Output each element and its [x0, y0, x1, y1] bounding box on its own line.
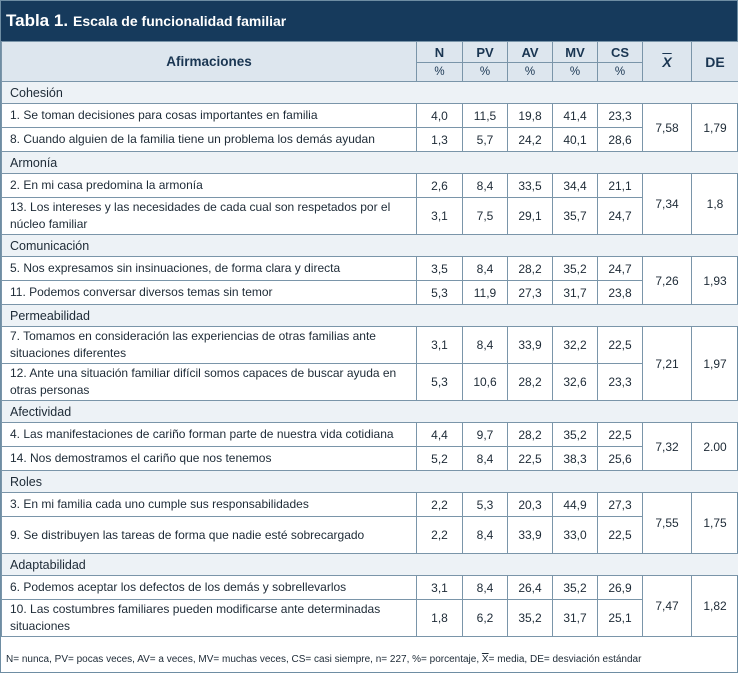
percent-cell: 25,1	[598, 600, 643, 637]
table-title-bar	[1, 1, 737, 41]
percent-cell: 21,1	[598, 174, 643, 198]
mean-cell: 7,21	[643, 327, 692, 401]
table-row	[2, 327, 738, 364]
statement-text: 2. En mi casa predomina la armonía	[2, 174, 417, 198]
percent-cell: 28,6	[598, 128, 643, 152]
percent-cell: 8,4	[463, 257, 508, 281]
header-percent: %	[463, 63, 508, 82]
percent-cell: 5,2	[417, 447, 463, 471]
statement-text: 7. Tomamos en consideración las experiencias de otras familias ante situaciones diferentes	[2, 327, 417, 364]
percent-cell: 25,6	[598, 447, 643, 471]
percent-cell: 27,3	[508, 281, 553, 305]
statement-text: 12. Ante una situación familiar difícil somos capaces de buscar ayuda en otras personas	[2, 364, 417, 401]
mean-symbol: $\overline{X}$	[481, 654, 489, 665]
percent-cell: 8,4	[463, 447, 508, 471]
percent-cell: 3,5	[417, 257, 463, 281]
statement-text: 4. Las manifestaciones de cariño forman parte de nuestra vida cotidiana	[2, 423, 417, 447]
sd-cell: 1,93	[692, 257, 738, 305]
percent-cell: 6,2	[463, 600, 508, 637]
header-percent: %	[553, 63, 598, 82]
statement-text: 6. Podemos aceptar los defectos de los demás y sobrellevarlos	[2, 576, 417, 600]
percent-cell: 26,4	[508, 576, 553, 600]
section-name: Armonía	[2, 152, 738, 174]
percent-cell: 44,9	[553, 493, 598, 517]
statement-text: 11. Podemos conversar diversos temas sin temor	[2, 281, 417, 305]
section-name: Permeabilidad	[2, 305, 738, 327]
percent-cell: 28,2	[508, 257, 553, 281]
statement-text: 10. Las costumbres familiares pueden modificarse ante determinadas situaciones	[2, 600, 417, 637]
percent-cell: 35,2	[553, 423, 598, 447]
sd-cell: 1,8	[692, 174, 738, 235]
statement-text: 3. En mi familia cada uno cumple sus responsabilidades	[2, 493, 417, 517]
section-row	[2, 554, 738, 576]
percent-cell: 33,9	[508, 327, 553, 364]
percent-cell: 28,2	[508, 364, 553, 401]
percent-cell: 8,4	[463, 327, 508, 364]
percent-cell: 38,3	[553, 447, 598, 471]
percent-cell: 24,2	[508, 128, 553, 152]
percent-cell: 23,8	[598, 281, 643, 305]
percent-cell: 9,7	[463, 423, 508, 447]
percent-cell: 20,3	[508, 493, 553, 517]
percent-cell: 22,5	[598, 327, 643, 364]
percent-cell: 33,9	[508, 517, 553, 554]
percent-cell: 2,2	[417, 517, 463, 554]
section-name: Adaptabilidad	[2, 554, 738, 576]
header-code-n: N	[417, 42, 463, 63]
statement-text: 8. Cuando alguien de la familia tiene un problema los demás ayudan	[2, 128, 417, 152]
percent-cell: 34,4	[553, 174, 598, 198]
table-row	[2, 576, 738, 600]
percent-cell: 35,2	[553, 576, 598, 600]
percent-cell: 4,0	[417, 104, 463, 128]
percent-cell: 32,6	[553, 364, 598, 401]
percent-cell: 22,5	[598, 517, 643, 554]
percent-cell: 8,4	[463, 576, 508, 600]
header-code-cs: CS	[598, 42, 643, 63]
percent-cell: 27,3	[598, 493, 643, 517]
percent-cell: 19,8	[508, 104, 553, 128]
sd-cell: 2.00	[692, 423, 738, 471]
percent-cell: 11,9	[463, 281, 508, 305]
section-name: Comunicación	[2, 235, 738, 257]
section-row	[2, 471, 738, 493]
percent-cell: 22,5	[598, 423, 643, 447]
table-title: Escala de funcionalidad familiar	[73, 13, 287, 29]
header-row-codes	[2, 42, 738, 63]
header-afirmaciones: Afirmaciones	[2, 42, 417, 82]
table-row	[2, 493, 738, 517]
table-number: Tabla 1.	[6, 11, 69, 30]
percent-cell: 8,4	[463, 517, 508, 554]
section-row	[2, 235, 738, 257]
table-row	[2, 104, 738, 128]
header-mean: $\overline{X}$	[643, 42, 692, 82]
statement-text: 9. Se distribuyen las tareas de forma que nadie esté sobrecargado	[2, 517, 417, 554]
section-name: Afectividad	[2, 401, 738, 423]
percent-cell: 31,7	[553, 600, 598, 637]
mean-cell: 7,34	[643, 174, 692, 235]
table-body	[2, 82, 738, 637]
section-row	[2, 152, 738, 174]
percent-cell: 5,7	[463, 128, 508, 152]
percent-cell: 5,3	[417, 281, 463, 305]
percent-cell: 26,9	[598, 576, 643, 600]
percent-cell: 28,2	[508, 423, 553, 447]
mean-cell: 7,26	[643, 257, 692, 305]
sd-cell: 1,79	[692, 104, 738, 152]
percent-cell: 23,3	[598, 364, 643, 401]
sd-cell: 1,97	[692, 327, 738, 401]
statement-text: 13. Los intereses y las necesidades de cada cual son respetados por el núcleo familiar	[2, 198, 417, 235]
percent-cell: 4,4	[417, 423, 463, 447]
table-row	[2, 281, 738, 305]
percent-cell: 33,0	[553, 517, 598, 554]
statement-text: 5. Nos expresamos sin insinuaciones, de forma clara y directa	[2, 257, 417, 281]
percent-cell: 29,1	[508, 198, 553, 235]
section-name: Cohesión	[2, 82, 738, 104]
percent-cell: 23,3	[598, 104, 643, 128]
header-code-av: AV	[508, 42, 553, 63]
table-footnote: N= nunca, PV= pocas veces, AV= a veces, MV= muchas veces, CS= casi siempre, n= 227, %= porcentaje, $\overline{X}=$ media, DE= desviación estándar	[6, 654, 642, 665]
percent-cell: 7,5	[463, 198, 508, 235]
statement-text: 14. Nos demostramos el cariño que nos tenemos	[2, 447, 417, 471]
percent-cell: 35,2	[508, 600, 553, 637]
percent-cell: 5,3	[417, 364, 463, 401]
percent-cell: 22,5	[508, 447, 553, 471]
percent-cell: 1,3	[417, 128, 463, 152]
percent-cell: 8,4	[463, 174, 508, 198]
section-row	[2, 305, 738, 327]
header-code-pv: PV	[463, 42, 508, 63]
percent-cell: 5,3	[463, 493, 508, 517]
percent-cell: 35,7	[553, 198, 598, 235]
section-row	[2, 82, 738, 104]
percent-cell: 35,2	[553, 257, 598, 281]
percent-cell: 2,2	[417, 493, 463, 517]
percent-cell: 11,5	[463, 104, 508, 128]
header-code-mv: MV	[553, 42, 598, 63]
percent-cell: 32,2	[553, 327, 598, 364]
table-row	[2, 174, 738, 198]
percent-cell: 31,7	[553, 281, 598, 305]
percent-cell: 1,8	[417, 600, 463, 637]
table-row	[2, 517, 738, 554]
percent-cell: 3,1	[417, 327, 463, 364]
sd-cell: 1,75	[692, 493, 738, 554]
percent-cell: 40,1	[553, 128, 598, 152]
percent-cell: 33,5	[508, 174, 553, 198]
statement-text: 1. Se toman decisiones para cosas importantes en familia	[2, 104, 417, 128]
percent-cell: 24,7	[598, 257, 643, 281]
header-sd: DE	[692, 42, 738, 82]
table-row	[2, 600, 738, 637]
section-row	[2, 401, 738, 423]
header-percent: %	[508, 63, 553, 82]
mean-cell: 7,58	[643, 104, 692, 152]
table-row	[2, 198, 738, 235]
table-row	[2, 128, 738, 152]
percent-cell: 24,7	[598, 198, 643, 235]
percent-cell: 3,1	[417, 576, 463, 600]
table-row	[2, 423, 738, 447]
percent-cell: 41,4	[553, 104, 598, 128]
sd-cell: 1,82	[692, 576, 738, 637]
percent-cell: 3,1	[417, 198, 463, 235]
table-row	[2, 447, 738, 471]
percent-cell: 2,6	[417, 174, 463, 198]
table-row	[2, 257, 738, 281]
percent-cell: 10,6	[463, 364, 508, 401]
mean-cell: 7,47	[643, 576, 692, 637]
header-percent: %	[598, 63, 643, 82]
mean-cell: 7,55	[643, 493, 692, 554]
section-name: Roles	[2, 471, 738, 493]
mean-cell: 7,32	[643, 423, 692, 471]
table-row	[2, 364, 738, 401]
functionality-scale-table	[1, 41, 738, 637]
header-percent: %	[417, 63, 463, 82]
